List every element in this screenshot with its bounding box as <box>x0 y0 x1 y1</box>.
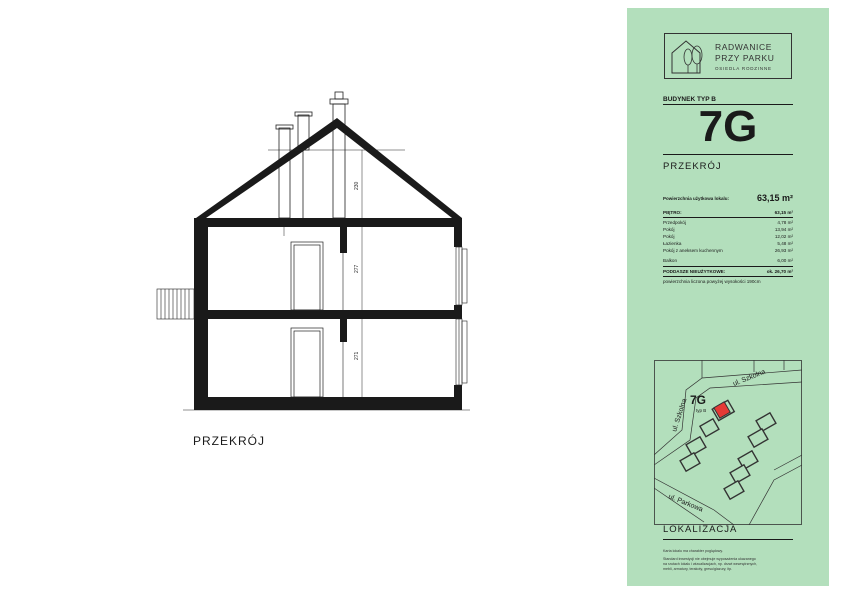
location-label: LOKALIZACJA <box>663 524 738 535</box>
rule-bottom <box>663 539 793 540</box>
window-lower <box>456 319 467 385</box>
rule-mid <box>663 154 793 155</box>
table-row: Łazienka 5,48 m² <box>663 241 793 246</box>
note-line: Standard inwestycji nie obejmuje wyposażenia ukazanego <box>663 557 756 561</box>
door-lower <box>291 328 323 397</box>
ground-slab <box>194 397 462 410</box>
wall-right-top <box>454 227 462 247</box>
dim-upper: 277 <box>354 264 360 273</box>
table-row: Pokój 13,94 m² <box>663 227 793 232</box>
wall-left <box>194 218 208 410</box>
chimney-right <box>330 92 348 218</box>
table-row: Pokój 12,02 m² <box>663 234 793 239</box>
map-unit-label: 7G <box>690 393 707 407</box>
street-szkolna-1: ul. Szkolna <box>671 397 689 433</box>
dim-attic: 230 <box>354 181 360 190</box>
dim-lower: 271 <box>354 351 360 360</box>
wall-right-bottom <box>454 385 462 397</box>
note-line: Karta lokalu ma charakter poglądowy. <box>663 549 723 553</box>
wall-right-mid <box>454 305 462 315</box>
map-bld-label: typ B <box>696 408 707 413</box>
street-parkowa: ul. Parkowa <box>667 493 704 514</box>
table-row: PIĘTRO: 63,15 m² <box>663 210 793 215</box>
table-row: PODDASZE NIEUŻYTKOWE: ok. 26,70 m² <box>663 269 793 274</box>
usable-area-value: 63,15 m² <box>756 193 793 203</box>
attic-note: powierzchnia liczona powyżej wysokości 190cm <box>663 279 761 284</box>
logo <box>664 33 792 79</box>
logo-subtitle: OSIEDLA RODZINNE <box>715 66 772 71</box>
section-caption: PRZEKRÓJ <box>193 434 266 448</box>
chimney-mid <box>295 112 312 218</box>
table-row: Pokój z aneksem kuchennym 26,93 m² <box>663 248 793 253</box>
balcony-railing <box>157 289 194 319</box>
building-type: BUDYNEK TYP B <box>663 96 716 103</box>
floor-slab <box>194 310 462 319</box>
house-tree-icon <box>668 37 712 75</box>
location-map <box>654 360 802 525</box>
street-szkolna-2: ul. Szkolna <box>732 368 767 388</box>
unit-number: 7G <box>698 102 758 151</box>
table-row: Balkon 6,00 m² <box>663 258 793 263</box>
logo-line2: PRZY PARKU <box>715 53 775 63</box>
door-upper <box>291 242 323 310</box>
roof <box>196 118 462 218</box>
attic-slab <box>194 218 462 227</box>
disclaimer-notes <box>663 549 798 572</box>
usable-area-label: Powierzchnia użytkowa lokalu: <box>663 196 730 201</box>
table-row: Przedpokój 4,78 m² <box>663 220 793 225</box>
note-line: mebli, armatury, terakoty, gresu/glazury, itp. <box>663 567 733 571</box>
chimney-left <box>276 125 293 218</box>
view-label: PRZEKRÓJ <box>663 161 722 172</box>
wall-inner-bottom <box>340 319 347 342</box>
note-line: na rzutach lokalu i wizualizacjach, np. drzwi wewnętrznych, <box>663 562 758 566</box>
logo-line1: RADWANICE <box>715 42 773 52</box>
window-upper <box>456 247 467 305</box>
info-panel <box>627 8 829 586</box>
wall-inner-top <box>340 227 347 253</box>
